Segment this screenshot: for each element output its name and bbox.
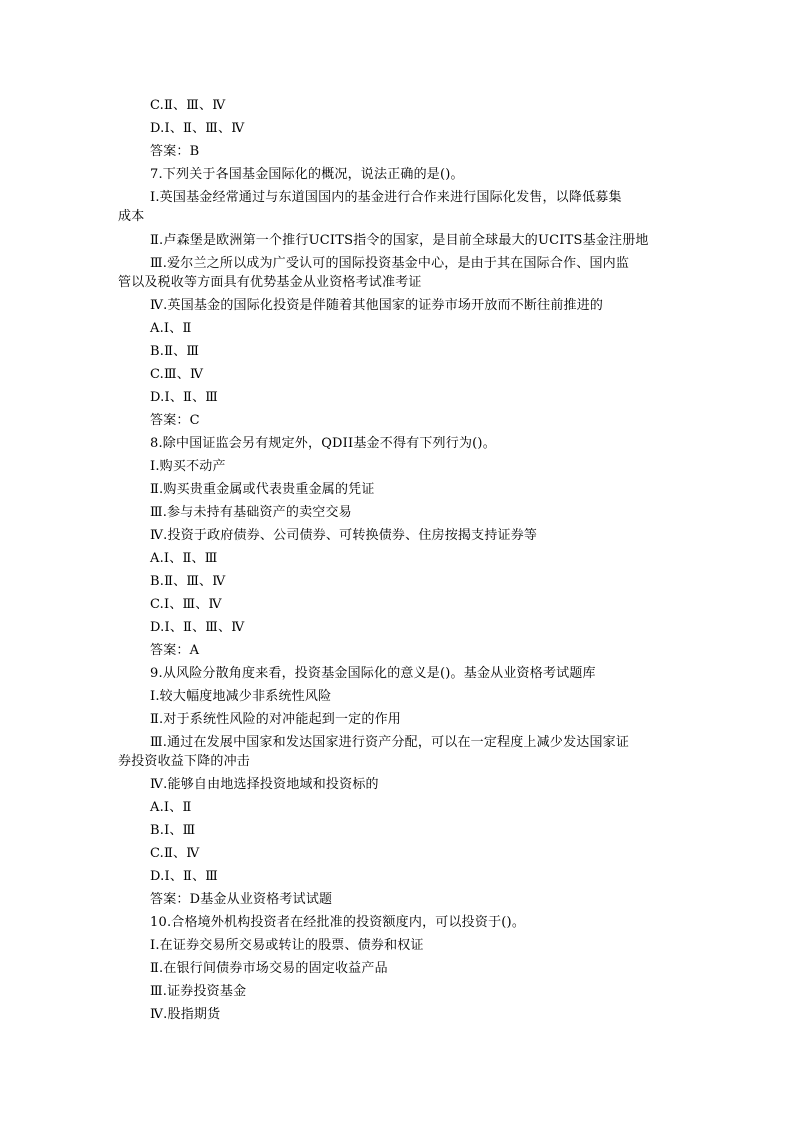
statement-line: Ⅱ.在银行间债券市场交易的固定收益产品 [150,961,388,976]
question-line: 7.下列关于各国基金国际化的概况，说法正确的是()。 [150,167,464,182]
option-line: A.Ⅰ、Ⅱ、Ⅲ [150,551,218,566]
option-line: C.Ⅱ、Ⅳ [150,846,200,861]
statement-line: Ⅰ.英国基金经常通过与东道国国内的基金进行合作来进行国际化发售，以降低募集 [150,190,622,205]
option-line: B.Ⅱ、Ⅲ [150,344,200,359]
statement-line: Ⅲ.参与未持有基础资产的卖空交易 [150,505,352,520]
option-line: C.Ⅲ、Ⅳ [150,367,204,382]
option-line: B.Ⅱ、Ⅲ、Ⅳ [150,574,226,589]
statement-line: Ⅰ.较大幅度地减少非系统性风险 [150,689,332,704]
option-line: A.Ⅰ、Ⅱ [150,800,192,815]
question-line: 8.除中国证监会另有规定外，QDII基金不得有下列行为()。 [150,436,496,451]
statement-continuation: 成本 [118,209,145,224]
statement-line: Ⅱ.购买贵重金属或代表贵重金属的凭证 [150,482,375,497]
statement-line: Ⅰ.在证券交易所交易或转让的股票、债券和权证 [150,938,424,953]
answer-line: 答案：D基金从业资格考试试题 [150,892,333,907]
statement-line: Ⅳ.能够自由地选择投资地域和投资标的 [150,777,379,792]
option-line: D.Ⅰ、Ⅱ、Ⅲ、Ⅳ [150,620,245,635]
statement-line: Ⅲ.爱尔兰之所以成为广受认可的国际投资基金中心，是由于其在国际合作、国内监 [150,256,630,271]
option-line: D.Ⅰ、Ⅱ、Ⅲ、Ⅳ [150,121,245,136]
answer-line: 答案：C [150,413,200,428]
option-line: D.Ⅰ、Ⅱ、Ⅲ [150,390,218,405]
question-line: 10.合格境外机构投资者在经批准的投资额度内，可以投资于()。 [150,915,526,930]
answer-line: 答案：B [150,144,200,159]
statement-continuation: 券投资收益下降的冲击 [118,754,251,769]
statement-line: Ⅲ.通过在发展中国家和发达国家进行资产分配，可以在一定程度上减少发达国家证 [150,735,630,750]
statement-line: Ⅳ.股指期货 [150,1007,221,1022]
option-line: A.Ⅰ、Ⅱ [150,321,192,336]
statement-line: Ⅱ.对于系统性风险的对冲能起到一定的作用 [150,712,401,727]
answer-line: 答案：A [150,643,200,658]
statement-line: Ⅳ.英国基金的国际化投资是伴随着其他国家的证券市场开放而不断往前推进的 [150,298,604,313]
option-line: D.Ⅰ、Ⅱ、Ⅲ [150,869,218,884]
statement-line: Ⅱ.卢森堡是欧洲第一个推行UCITS指令的国家，是目前全球最大的UCITS基金注册地 [150,233,649,248]
option-line: C.Ⅱ、Ⅲ、Ⅳ [150,98,226,113]
question-line: 9.从风险分散角度来看，投资基金国际化的意义是()。基金从业资格考试题库 [150,666,596,681]
option-line: C.Ⅰ、Ⅲ、Ⅳ [150,597,222,612]
statement-line: Ⅰ.购买不动产 [150,459,226,474]
statement-continuation: 管以及税收等方面具有优势基金从业资格考试准考证 [118,275,422,290]
statement-line: Ⅲ.证券投资基金 [150,984,247,999]
option-line: B.Ⅰ、Ⅲ [150,823,196,838]
statement-line: Ⅳ.投资于政府债券、公司债券、可转换债券、住房按揭支持证券等 [150,528,538,543]
